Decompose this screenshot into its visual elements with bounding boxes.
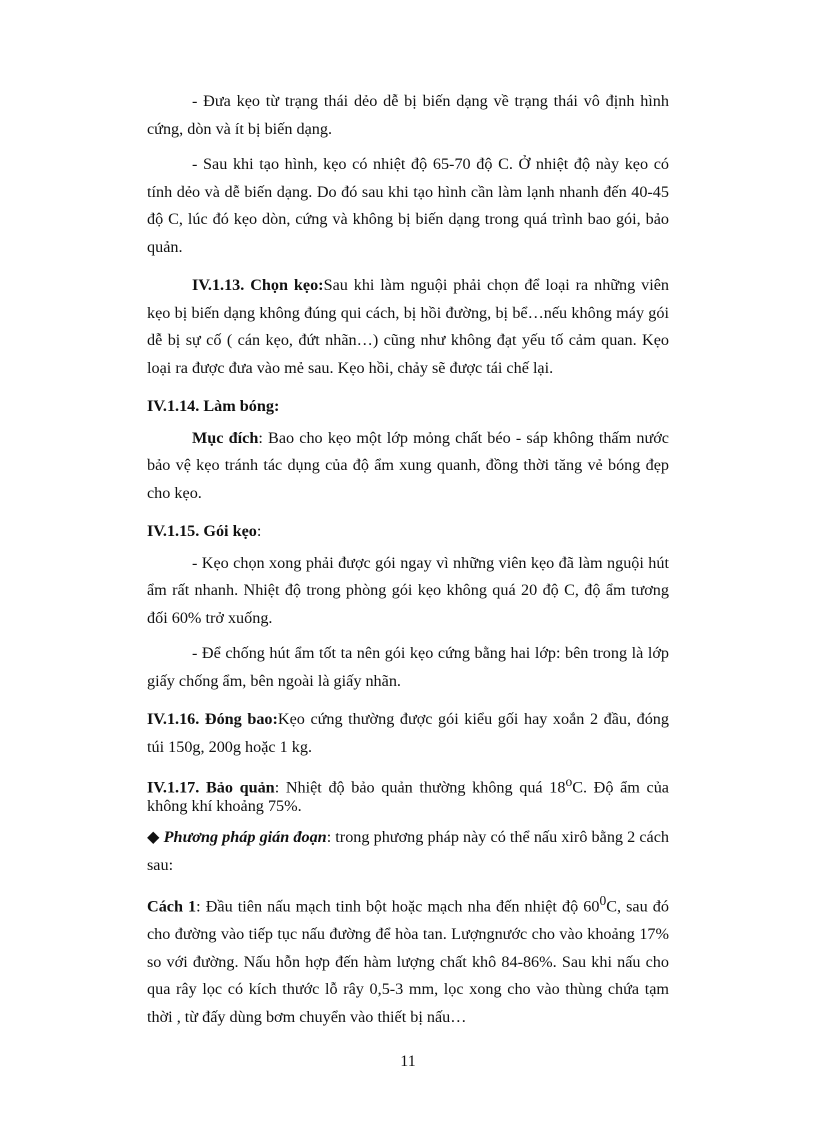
- section-text: Sau khi làm nguội phải chọn để loại ra những viên kẹo bị biến dạng không đúng qui cách, bị hồi đường, bị bể…nếu không máy gói dễ bị sự cố ( cán kẹo, đứt nhãn…) cũng như không đạt yếu tố cảm quan. Kẹo loại ra được đưa vào mẻ sau. Kẹo hồi, chảy sẽ được tái chế lại.: [147, 276, 669, 377]
- paragraph-cooling-purpose: - Đưa kẹo từ trạng thái dẻo dễ bị biến dạng về trạng thái vô định hình cứng, dòn và ít bị biến dạng.: [147, 92, 669, 138]
- method-1-label: Cách 1: [147, 897, 197, 916]
- degree-superscript: 0: [599, 893, 607, 909]
- degree-superscript: o: [565, 774, 573, 789]
- section-storage: IV.1.17. Bảo quản: Nhiệt độ bảo quản thường không quá 18$^o$C. Độ ẩm của không khí khoảng 75%.: [147, 774, 669, 816]
- section-heading-wrapping: IV.1.15. Gói kẹo:: [147, 522, 262, 540]
- page-content: [147, 88, 669, 1031]
- paragraph-wrapping-1: - Kẹo chọn xong phải được gói ngay vì những viên kẹo đã làm nguội hút ẩm rất nhanh. Nhiệt độ trong phòng gói kẹo không quá 20 độ C, độ ẩm tương đối 60% trở xuống.: [147, 553, 669, 627]
- page-number: 11: [400, 1053, 416, 1070]
- section-packaging: IV.1.16. Đóng bao:Kẹo cứng thường được gói kiểu gối hay xoắn 2 đầu, đóng túi 150g, 200g hoặc 1 kg.: [147, 710, 669, 756]
- section-heading: IV.1.16. Đóng bao:: [147, 710, 278, 728]
- paragraph-polishing-purpose: Mục đích: Bao cho kẹo một lớp mỏng chất béo - sáp không thấm nước bảo vệ kẹo tránh tác dụng của độ ẩm xung quanh, đồng thời tăng vẻ bóng đẹp cho kẹo.: [147, 428, 669, 502]
- paragraph-batch-method: ◆ Phương pháp gián đoạn: trong phương pháp này có thể nấu xirô bằng 2 cách sau:: [147, 828, 669, 874]
- section-heading-polishing: IV.1.14. Làm bóng:: [147, 397, 280, 415]
- paragraph-temperature: - Sau khi tạo hình, kẹo có nhiệt độ 65-70 độ C. Ở nhiệt độ này kẹo có tính dẻo và dễ biến dạng. Do đó sau khi tạo hình cần làm lạnh nhanh đến 40-45 độ C, lúc đó kẹo dòn, cứng và không bị biến dạng trong quá trình bao gói, bảo quản.: [147, 155, 669, 256]
- section-candy-selection: [147, 272, 669, 382]
- section-heading: IV.1.17. Bảo quản: [147, 778, 275, 797]
- section-heading: IV.1.13. Chọn kẹo:: [192, 276, 324, 294]
- diamond-bullet-icon: ◆: [147, 828, 160, 847]
- method-label: Phương pháp gián đoạn: [163, 828, 327, 847]
- paragraph-method-1: Cách 1: Đầu tiên nấu mạch tinh bột hoặc mạch nha đến nhiệt độ $60^0C$, sau đó cho đường vào tiếp tục nấu đường để hòa tan. Lượngnước cho vào khoảng 17% so với đường. Nấu hỗn hợp đến hàm lượng chất khô 84-86%. Sau khi nấu cho qua rây lọc có kích thước lỗ rây 0,5-3 mm, lọc xong cho vào thùng chứa tạm thời , từ đấy dùng bơm chuyển vào thiết bị nấu…: [147, 893, 669, 1026]
- purpose-label: Mục đích: [192, 428, 259, 447]
- paragraph-wrapping-2: - Để chống hút ẩm tốt ta nên gói kẹo cứng bằng hai lớp: bên trong là lớp giấy chống ẩm, bên ngoài là giấy nhãn.: [147, 644, 669, 690]
